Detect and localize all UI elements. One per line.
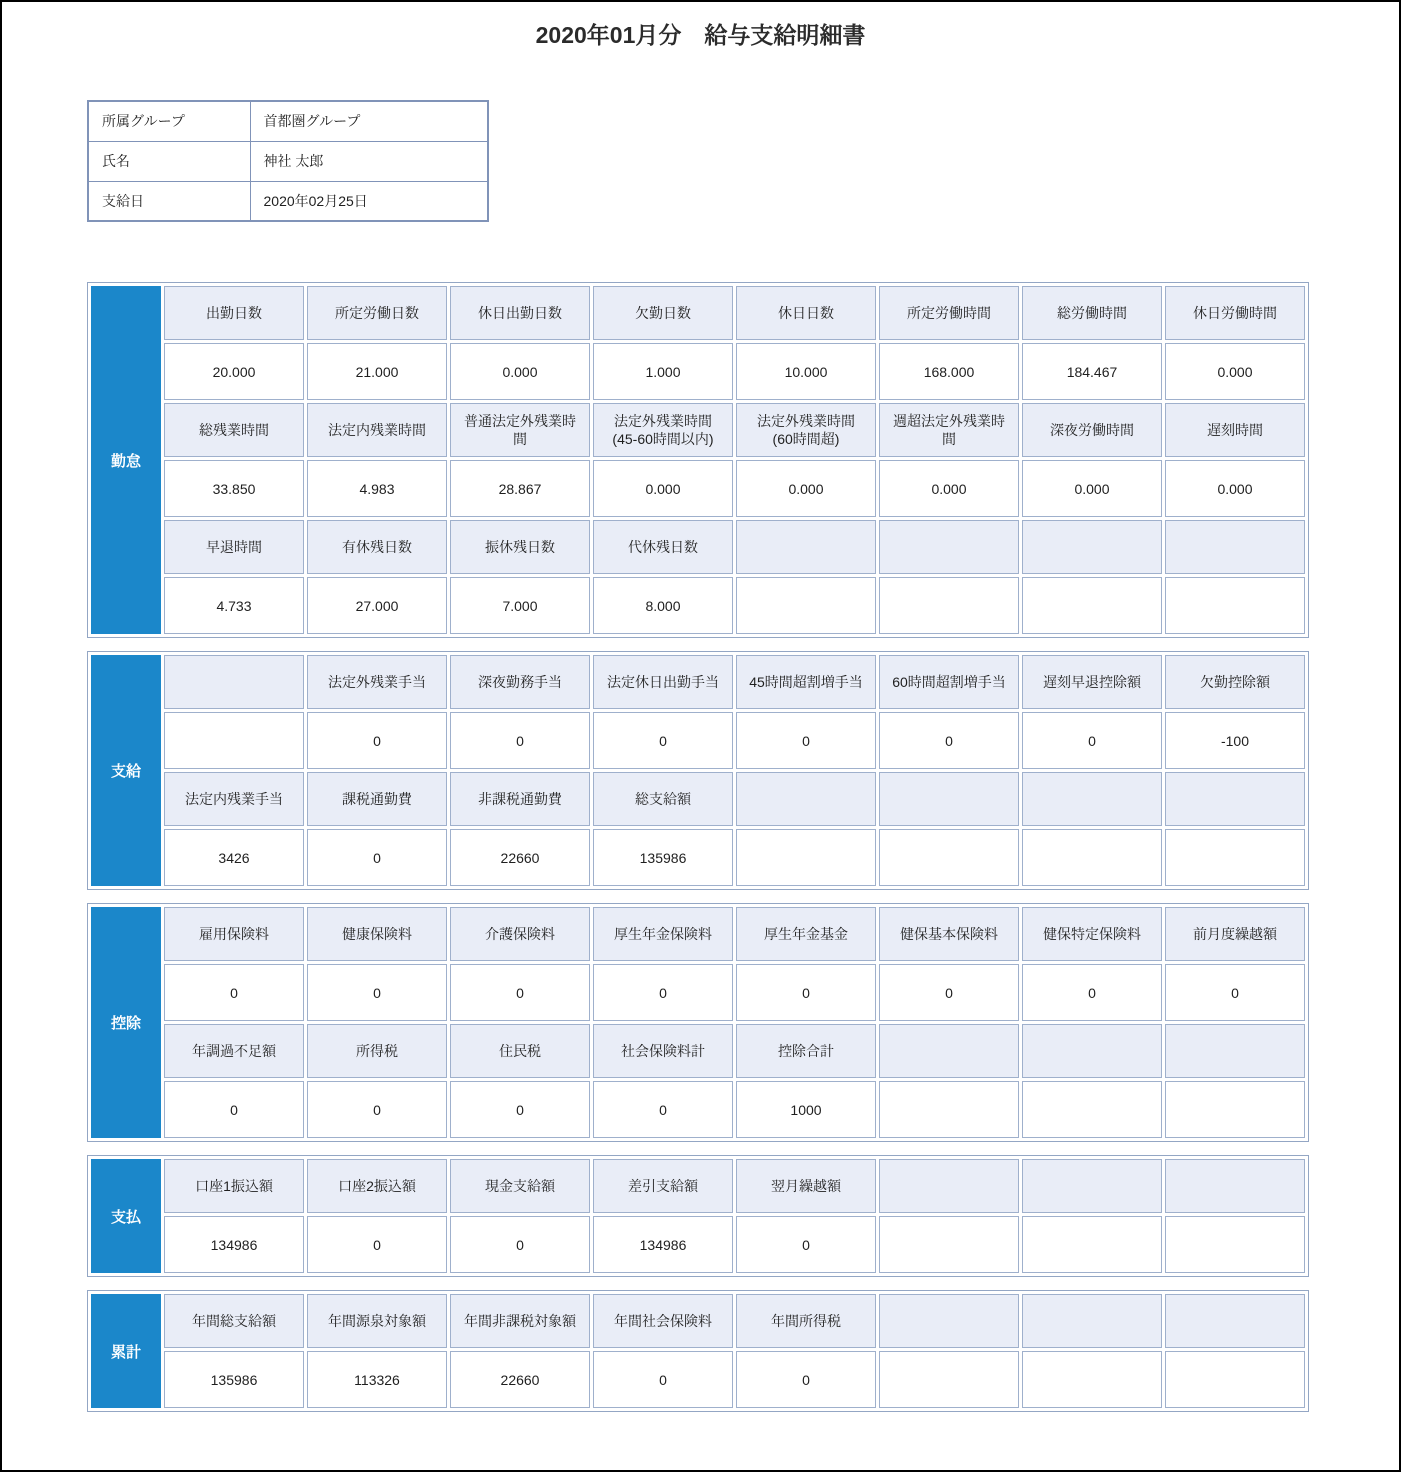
value-cell: 0 <box>307 1081 447 1138</box>
value-cell: -100 <box>1165 712 1305 769</box>
value-cell: 0 <box>879 712 1019 769</box>
column-header-cell: 法定休日出勤手当 <box>593 655 733 709</box>
column-header-cell <box>164 655 304 709</box>
info-value: 2020年02月25日 <box>250 181 488 221</box>
section-label: 勤怠 <box>91 286 161 634</box>
column-header-cell: 前月度繰越額 <box>1165 907 1305 961</box>
header-row <box>91 655 1305 709</box>
info-row <box>88 141 488 181</box>
section-label: 累計 <box>91 1294 161 1408</box>
column-header-cell: 総残業時間 <box>164 403 304 457</box>
column-header-cell <box>879 520 1019 574</box>
value-cell: 21.000 <box>307 343 447 400</box>
value-cell: 135986 <box>593 829 733 886</box>
column-header-cell <box>1165 1294 1305 1348</box>
value-cell: 28.867 <box>450 460 590 517</box>
value-cell: 20.000 <box>164 343 304 400</box>
value-cell <box>879 577 1019 634</box>
column-header-cell <box>879 772 1019 826</box>
info-value: 首都圏グループ <box>250 101 488 141</box>
column-header-cell: 代休残日数 <box>593 520 733 574</box>
value-cell <box>879 1216 1019 1273</box>
value-cell: 0.000 <box>450 343 590 400</box>
value-cell: 0 <box>593 1351 733 1408</box>
column-header-cell <box>736 520 876 574</box>
header-row <box>91 907 1305 961</box>
column-header-cell <box>879 1294 1019 1348</box>
column-header-cell: 口座1振込額 <box>164 1159 304 1213</box>
column-header-cell: 有休残日数 <box>307 520 447 574</box>
column-header-cell: 現金支給額 <box>450 1159 590 1213</box>
value-cell <box>1022 1351 1162 1408</box>
payslip-sections <box>87 282 1309 1425</box>
value-row <box>91 460 1305 517</box>
column-header-cell: 翌月繰越額 <box>736 1159 876 1213</box>
column-header-cell <box>1165 1024 1305 1078</box>
column-header-cell: 差引支給額 <box>593 1159 733 1213</box>
value-cell: 7.000 <box>450 577 590 634</box>
column-header-cell: 年間社会保険料 <box>593 1294 733 1348</box>
column-header-cell <box>1022 1024 1162 1078</box>
column-header-cell: 所定労働日数 <box>307 286 447 340</box>
column-header-cell <box>736 772 876 826</box>
value-cell: 0 <box>593 1081 733 1138</box>
column-header-cell: 総労働時間 <box>1022 286 1162 340</box>
column-header-cell: 法定外残業時間 (45-60時間以内) <box>593 403 733 457</box>
column-header-cell <box>1022 772 1162 826</box>
column-header-cell: 健保基本保険料 <box>879 907 1019 961</box>
info-row <box>88 101 488 141</box>
column-header-cell: 口座2振込額 <box>307 1159 447 1213</box>
info-label: 所属グループ <box>88 101 250 141</box>
value-cell <box>1165 577 1305 634</box>
header-row <box>91 403 1305 457</box>
value-cell: 0 <box>879 964 1019 1021</box>
column-header-cell <box>1165 1159 1305 1213</box>
column-header-cell: 60時間超割増手当 <box>879 655 1019 709</box>
value-cell <box>879 829 1019 886</box>
value-cell: 168.000 <box>879 343 1019 400</box>
header-row <box>91 520 1305 574</box>
value-cell <box>1165 1351 1305 1408</box>
value-row <box>91 577 1305 634</box>
column-header-cell <box>1165 772 1305 826</box>
column-header-cell: 休日出勤日数 <box>450 286 590 340</box>
value-cell: 0 <box>307 964 447 1021</box>
section-kintai <box>87 282 1309 638</box>
value-cell: 0 <box>450 1216 590 1273</box>
column-header-cell: 週超法定外残業時間 <box>879 403 1019 457</box>
column-header-cell <box>879 1159 1019 1213</box>
value-cell <box>736 577 876 634</box>
value-cell: 22660 <box>450 1351 590 1408</box>
column-header-cell: 45時間超割増手当 <box>736 655 876 709</box>
header-row <box>91 772 1305 826</box>
value-cell: 0 <box>1022 712 1162 769</box>
column-header-cell: 休日労働時間 <box>1165 286 1305 340</box>
header-row <box>91 286 1305 340</box>
section-shiharai <box>87 1155 1309 1277</box>
value-cell <box>1165 1081 1305 1138</box>
value-row <box>91 343 1305 400</box>
value-cell <box>1165 829 1305 886</box>
value-cell: 0 <box>736 964 876 1021</box>
value-cell: 0 <box>1165 964 1305 1021</box>
value-cell: 184.467 <box>1022 343 1162 400</box>
value-cell: 10.000 <box>736 343 876 400</box>
column-header-cell: 休日日数 <box>736 286 876 340</box>
value-cell: 0 <box>450 1081 590 1138</box>
column-header-cell: 年間源泉対象額 <box>307 1294 447 1348</box>
column-header-cell: 年間非課税対象額 <box>450 1294 590 1348</box>
value-cell <box>1165 1216 1305 1273</box>
value-cell <box>1022 829 1162 886</box>
employee-info-table <box>87 100 489 222</box>
section-label: 支払 <box>91 1159 161 1273</box>
column-header-cell: 年調過不足額 <box>164 1024 304 1078</box>
value-cell: 0 <box>307 1216 447 1273</box>
column-header-cell: 社会保険料計 <box>593 1024 733 1078</box>
value-cell: 0 <box>736 712 876 769</box>
value-cell: 8.000 <box>593 577 733 634</box>
value-cell <box>879 1351 1019 1408</box>
column-header-cell: 年間所得税 <box>736 1294 876 1348</box>
column-header-cell: 法定内残業手当 <box>164 772 304 826</box>
column-header-cell: 総支給額 <box>593 772 733 826</box>
column-header-cell: 普通法定外残業時間 <box>450 403 590 457</box>
section-label: 控除 <box>91 907 161 1138</box>
value-cell: 0.000 <box>1165 460 1305 517</box>
value-cell: 0.000 <box>1022 460 1162 517</box>
column-header-cell: 非課税通勤費 <box>450 772 590 826</box>
column-header-cell: 厚生年金保険料 <box>593 907 733 961</box>
column-header-cell <box>1022 1159 1162 1213</box>
value-cell <box>164 712 304 769</box>
value-cell <box>1022 577 1162 634</box>
column-header-cell <box>1022 1294 1162 1348</box>
value-cell: 4.733 <box>164 577 304 634</box>
column-header-cell <box>1165 520 1305 574</box>
value-cell: 0 <box>450 964 590 1021</box>
info-label: 支給日 <box>88 181 250 221</box>
column-header-cell: 出勤日数 <box>164 286 304 340</box>
value-cell: 0 <box>593 964 733 1021</box>
value-cell: 0 <box>1022 964 1162 1021</box>
value-row <box>91 1351 1305 1408</box>
column-header-cell <box>879 1024 1019 1078</box>
value-cell: 33.850 <box>164 460 304 517</box>
info-label: 氏名 <box>88 141 250 181</box>
value-row <box>91 712 1305 769</box>
column-header-cell: 振休残日数 <box>450 520 590 574</box>
column-header-cell: 年間総支給額 <box>164 1294 304 1348</box>
value-row <box>91 1216 1305 1273</box>
section-ruikei <box>87 1290 1309 1412</box>
value-cell: 0 <box>593 712 733 769</box>
value-cell: 0 <box>450 712 590 769</box>
value-cell: 0.000 <box>736 460 876 517</box>
value-cell: 135986 <box>164 1351 304 1408</box>
value-cell: 22660 <box>450 829 590 886</box>
value-cell: 1.000 <box>593 343 733 400</box>
column-header-cell: 所定労働時間 <box>879 286 1019 340</box>
column-header-cell: 欠勤控除額 <box>1165 655 1305 709</box>
column-header-cell: 課税通勤費 <box>307 772 447 826</box>
value-cell <box>736 829 876 886</box>
value-cell: 1000 <box>736 1081 876 1138</box>
column-header-cell: 介護保険料 <box>450 907 590 961</box>
column-header-cell: 早退時間 <box>164 520 304 574</box>
value-cell: 134986 <box>593 1216 733 1273</box>
column-header-cell: 法定外残業手当 <box>307 655 447 709</box>
value-cell: 0 <box>164 964 304 1021</box>
column-header-cell: 住民税 <box>450 1024 590 1078</box>
info-value: 神社 太郎 <box>250 141 488 181</box>
column-header-cell: 所得税 <box>307 1024 447 1078</box>
value-cell: 0 <box>164 1081 304 1138</box>
header-row <box>91 1294 1305 1348</box>
value-cell: 0 <box>736 1216 876 1273</box>
column-header-cell: 欠勤日数 <box>593 286 733 340</box>
column-header-cell: 健保特定保険料 <box>1022 907 1162 961</box>
value-cell: 0.000 <box>1165 343 1305 400</box>
value-cell: 27.000 <box>307 577 447 634</box>
value-cell <box>1022 1081 1162 1138</box>
value-row <box>91 964 1305 1021</box>
section-kojo <box>87 903 1309 1142</box>
value-row <box>91 1081 1305 1138</box>
info-row <box>88 181 488 221</box>
value-cell <box>1022 1216 1162 1273</box>
header-row <box>91 1024 1305 1078</box>
page-title: 2020年01月分 給与支給明細書 <box>535 22 866 48</box>
column-header-cell <box>1022 520 1162 574</box>
column-header-cell: 遅刻早退控除額 <box>1022 655 1162 709</box>
column-header-cell: 遅刻時間 <box>1165 403 1305 457</box>
column-header-cell: 法定外残業時間 (60時間超) <box>736 403 876 457</box>
column-header-cell: 健康保険料 <box>307 907 447 961</box>
value-cell: 0 <box>736 1351 876 1408</box>
value-cell: 0.000 <box>593 460 733 517</box>
section-shikyu <box>87 651 1309 890</box>
column-header-cell: 深夜勤務手当 <box>450 655 590 709</box>
section-label: 支給 <box>91 655 161 886</box>
column-header-cell: 法定内残業時間 <box>307 403 447 457</box>
header-row <box>91 1159 1305 1213</box>
value-cell <box>879 1081 1019 1138</box>
value-cell: 0 <box>307 712 447 769</box>
value-cell: 113326 <box>307 1351 447 1408</box>
column-header-cell: 控除合計 <box>736 1024 876 1078</box>
value-cell: 4.983 <box>307 460 447 517</box>
column-header-cell: 深夜労働時間 <box>1022 403 1162 457</box>
value-cell: 0 <box>307 829 447 886</box>
value-cell: 134986 <box>164 1216 304 1273</box>
value-row <box>91 829 1305 886</box>
value-cell: 3426 <box>164 829 304 886</box>
column-header-cell: 厚生年金基金 <box>736 907 876 961</box>
value-cell: 0.000 <box>879 460 1019 517</box>
column-header-cell: 雇用保険料 <box>164 907 304 961</box>
